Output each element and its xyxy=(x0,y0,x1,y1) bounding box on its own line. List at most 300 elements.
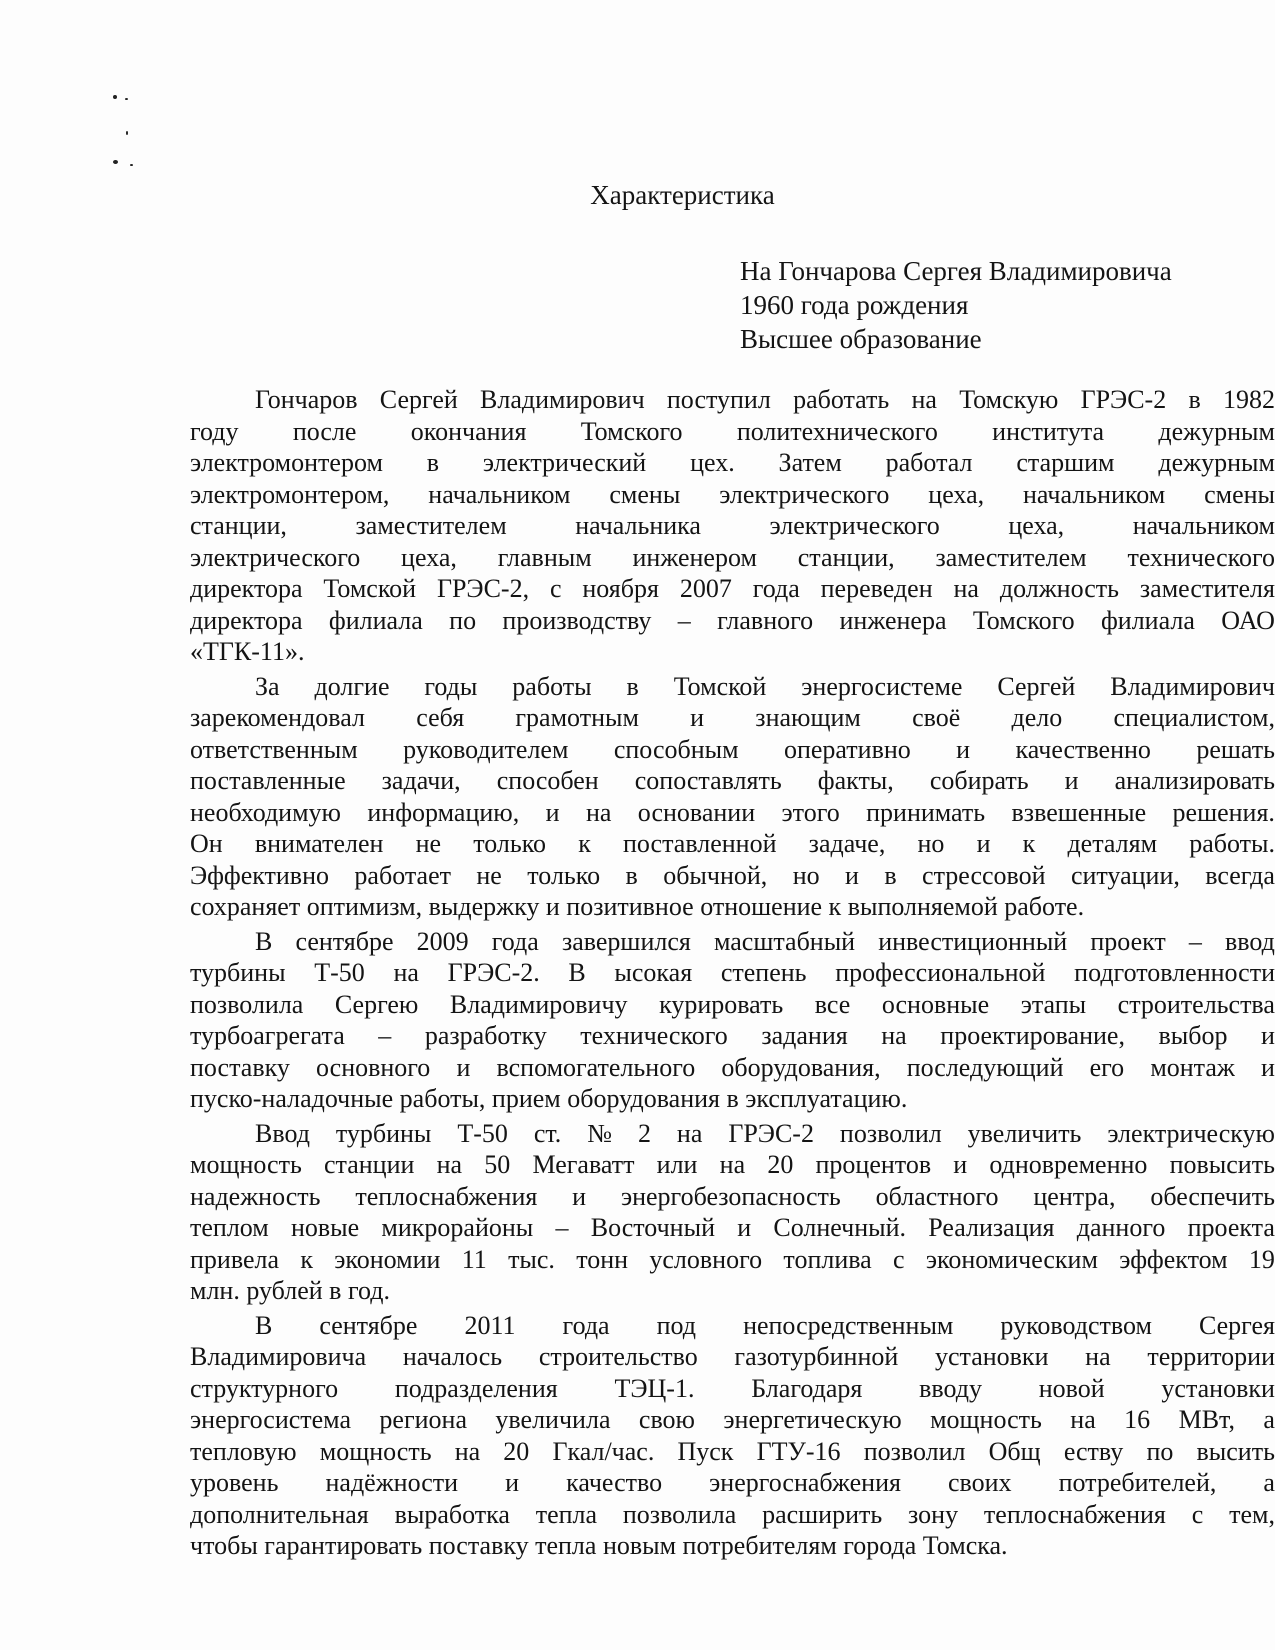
word: его xyxy=(1089,1052,1125,1082)
word: поставленной xyxy=(623,829,777,858)
word: потребителей, xyxy=(1058,1468,1217,1497)
word: основные xyxy=(881,989,990,1019)
word: увеличить xyxy=(967,1118,1082,1148)
document-body xyxy=(190,384,1275,1565)
word: ТЭЦ-1. xyxy=(614,1373,695,1403)
word: 2 xyxy=(637,1118,651,1148)
word: к xyxy=(578,829,591,858)
word: начальника xyxy=(575,511,701,540)
word: этого xyxy=(781,797,840,827)
word: необходимую xyxy=(190,797,341,827)
word: технического xyxy=(580,1021,728,1050)
word: поставленные xyxy=(190,766,346,795)
word: ГРЭС-2, xyxy=(436,574,530,603)
word: 2009 xyxy=(416,926,469,956)
word: ГРЭС-2 xyxy=(1080,385,1167,414)
paragraph-line xyxy=(190,957,1275,989)
paragraph xyxy=(190,384,1275,668)
word: надежность xyxy=(190,1181,321,1211)
paragraph-line xyxy=(190,702,1275,734)
paragraph-line xyxy=(190,1499,1275,1531)
word: основании xyxy=(637,797,756,827)
word: а xyxy=(1263,1468,1275,1497)
word: цеха, xyxy=(1008,511,1065,540)
word: старшим xyxy=(1016,448,1115,477)
word: тепловую xyxy=(190,1436,297,1466)
word: решать xyxy=(1196,734,1275,764)
word: данного xyxy=(1076,1213,1166,1242)
word: Владимировичу xyxy=(449,989,628,1019)
word: энергосистема xyxy=(190,1405,351,1434)
word: смены xyxy=(609,479,681,509)
word: технического xyxy=(1127,542,1275,572)
paragraph-line xyxy=(190,671,1275,703)
word: заместителем xyxy=(935,542,1087,572)
word: 20 xyxy=(503,1436,530,1466)
word: вводу xyxy=(919,1373,982,1403)
word: года xyxy=(562,1310,610,1340)
word: проектирование, xyxy=(940,1021,1125,1050)
word: электрическую xyxy=(1107,1118,1275,1148)
word: Гкал/час. xyxy=(552,1436,655,1466)
document-title: Характеристика xyxy=(590,180,775,210)
word: Сергей xyxy=(379,385,458,414)
word: переведен xyxy=(820,574,933,603)
word: 2007 xyxy=(679,574,732,603)
word: экономическим xyxy=(925,1244,1098,1274)
word: к xyxy=(300,1244,313,1274)
paragraph-line: «ТГК-11». xyxy=(190,637,305,666)
word: Владимировича xyxy=(190,1342,367,1371)
word: Восточный xyxy=(590,1213,715,1242)
word: новые xyxy=(290,1213,360,1242)
word: турбины xyxy=(190,958,286,987)
word: теплоснабжения xyxy=(355,1181,538,1211)
paragraph-line xyxy=(190,828,1275,860)
word: директора xyxy=(190,574,303,603)
word: надёжности xyxy=(325,1468,459,1497)
word: не xyxy=(415,829,442,858)
word: ноября xyxy=(582,574,659,603)
word: и xyxy=(1261,1052,1275,1082)
word: одновременно xyxy=(989,1150,1148,1179)
word: начальником xyxy=(428,479,571,509)
paragraph-line xyxy=(190,1181,1275,1213)
subject-birth-year: 1960 года рождения xyxy=(740,290,969,320)
scan-speck xyxy=(113,160,118,164)
word: сентябре xyxy=(295,926,394,956)
paragraph-line xyxy=(190,416,1275,448)
paragraph xyxy=(190,1118,1275,1307)
paragraph-line xyxy=(190,1118,1275,1150)
word: способным xyxy=(613,734,739,764)
word: своё xyxy=(912,703,961,732)
word: Затем xyxy=(778,448,842,477)
word: Реализация xyxy=(928,1213,1055,1242)
word: руководством xyxy=(1000,1310,1152,1340)
word: 19 xyxy=(1248,1244,1275,1274)
word: расширить xyxy=(762,1499,883,1529)
word: привела xyxy=(190,1244,280,1274)
word: инженера xyxy=(839,605,947,635)
word: инженером xyxy=(632,542,757,572)
paragraph-line xyxy=(190,860,1275,892)
word: строительство xyxy=(538,1342,698,1371)
word: все xyxy=(814,989,851,1019)
word: – xyxy=(1188,926,1202,956)
word: выбор xyxy=(1158,1021,1228,1050)
word: ст. xyxy=(533,1118,562,1148)
scan-speck xyxy=(125,98,128,100)
word: филиала xyxy=(1100,605,1195,635)
word: года xyxy=(752,574,800,603)
word: процентов xyxy=(815,1150,932,1179)
word: высить xyxy=(1196,1436,1275,1466)
word: производству xyxy=(502,605,652,635)
word: на xyxy=(393,958,419,987)
paragraph-line xyxy=(190,1436,1275,1468)
word: начальником xyxy=(1023,479,1166,509)
word: цех. xyxy=(690,448,735,477)
word: на xyxy=(881,1021,907,1050)
word: и xyxy=(737,1213,752,1242)
word: работал xyxy=(885,448,973,477)
word: электрический xyxy=(482,448,647,477)
word: и xyxy=(505,1468,520,1497)
word: проекта xyxy=(1187,1213,1275,1242)
word: взвешенные xyxy=(1011,797,1147,827)
paragraph-line xyxy=(190,573,1275,605)
paragraph xyxy=(190,1310,1275,1562)
word: Сергей xyxy=(997,671,1076,701)
word: поступил xyxy=(666,385,771,414)
word: позволила xyxy=(622,1499,737,1529)
word: главным xyxy=(497,542,592,572)
paragraph-line xyxy=(190,926,1275,958)
word: За xyxy=(255,671,280,701)
word: Владимирович xyxy=(480,385,645,414)
paragraph-line xyxy=(190,1467,1275,1499)
word: экономии xyxy=(334,1244,441,1274)
paragraph-line xyxy=(190,1404,1275,1436)
paragraph-line: сохраняет оптимизм, выдержку и позитивное отношение к выполняемой работе. xyxy=(190,892,1085,921)
word: Томской xyxy=(323,574,417,603)
word: в xyxy=(625,860,638,890)
paragraph-line xyxy=(190,542,1275,574)
word: стрессовой xyxy=(922,860,1046,890)
word: тем, xyxy=(1229,1499,1275,1529)
word: и xyxy=(572,1181,587,1211)
word: подготовленности xyxy=(1074,958,1275,987)
word: Томского xyxy=(580,416,683,446)
word: принимать xyxy=(866,797,986,827)
word: областного xyxy=(875,1181,999,1211)
word: Пуск xyxy=(677,1436,734,1466)
word: позволила xyxy=(190,989,304,1019)
word: только xyxy=(473,829,547,858)
word: работы. xyxy=(1189,829,1275,858)
paragraph-line xyxy=(190,797,1275,829)
paragraph-line xyxy=(190,1212,1275,1244)
word: завершился xyxy=(561,926,691,956)
word: турбины xyxy=(335,1118,432,1148)
word: сентябре xyxy=(319,1310,418,1340)
word: – xyxy=(677,605,691,635)
word: увеличила xyxy=(495,1405,611,1434)
word: в xyxy=(1188,385,1201,414)
word: Т-50 xyxy=(314,958,365,987)
word: качественно xyxy=(1015,734,1151,764)
word: 2011 xyxy=(464,1310,516,1340)
word: свою xyxy=(638,1405,695,1434)
word: после xyxy=(292,416,357,446)
word: заместителя xyxy=(1139,574,1275,603)
word: тепла xyxy=(535,1499,598,1529)
word: топлива xyxy=(783,1244,872,1274)
word: В xyxy=(255,926,273,956)
word: условного xyxy=(649,1244,763,1274)
word: ГТУ-16 xyxy=(756,1436,841,1466)
word: оборудования, xyxy=(721,1052,881,1082)
word: 20 xyxy=(767,1150,794,1179)
word: Солнечный. xyxy=(773,1213,907,1242)
word: года xyxy=(491,926,539,956)
word: Томского xyxy=(972,605,1075,635)
word: энергетическую xyxy=(723,1405,902,1434)
word: ОАО xyxy=(1221,605,1275,635)
word: основного xyxy=(316,1052,431,1082)
word: повысить xyxy=(1169,1150,1275,1179)
word: 1982 xyxy=(1222,385,1275,414)
word: или xyxy=(656,1150,698,1179)
word: и xyxy=(1261,1021,1275,1050)
word: на xyxy=(676,1118,703,1148)
word: оперативно xyxy=(783,734,911,764)
paragraph-line xyxy=(190,1341,1275,1373)
subject-name: На Гончарова Сергея Владимировича xyxy=(740,256,1172,286)
paragraph-line xyxy=(190,479,1275,511)
word: ГРЭС-2 xyxy=(728,1118,814,1148)
paragraph-line xyxy=(190,989,1275,1021)
word: окончания xyxy=(410,416,527,446)
subject-education: Высшее образование xyxy=(740,324,982,354)
word: дежурным xyxy=(1158,448,1275,477)
word: позволил xyxy=(863,1436,966,1466)
word: руководителем xyxy=(403,734,569,764)
word: мощность xyxy=(319,1436,432,1466)
word: электромонтером xyxy=(190,448,383,477)
word: энергобезопасность xyxy=(620,1181,841,1211)
word: цеха, xyxy=(401,542,457,572)
word: энергоснабжения xyxy=(709,1468,901,1497)
word: с xyxy=(549,574,562,603)
word: дополнительная xyxy=(190,1499,369,1529)
word: энергосистеме xyxy=(801,671,963,701)
word: станции, xyxy=(190,511,287,540)
word: должность xyxy=(999,574,1120,603)
word: Томскую xyxy=(959,385,1059,414)
word: еству xyxy=(1063,1436,1124,1466)
word: по xyxy=(449,605,477,635)
word: Общ xyxy=(988,1436,1041,1466)
word: ответственным xyxy=(190,734,358,764)
word: строительства xyxy=(1117,989,1275,1019)
word: Томской xyxy=(673,671,767,701)
word: и xyxy=(456,1052,471,1082)
word: работает xyxy=(354,860,451,890)
paragraph xyxy=(190,671,1275,923)
word: и xyxy=(690,703,705,732)
word: 16 xyxy=(1124,1405,1151,1434)
word: задачи, xyxy=(381,766,461,795)
word: и xyxy=(956,734,971,764)
word: в xyxy=(626,671,639,701)
word: на xyxy=(1070,1405,1096,1434)
word: и xyxy=(976,829,991,858)
word: знающим xyxy=(755,703,861,732)
word: с xyxy=(1191,1499,1204,1529)
word: дежурным xyxy=(1158,416,1275,446)
word: главного xyxy=(717,605,814,635)
word: а xyxy=(1263,1405,1275,1434)
word: выработка xyxy=(394,1499,510,1529)
word: Т-50 xyxy=(457,1118,508,1148)
word: эффектом xyxy=(1119,1244,1228,1274)
word: Сергею xyxy=(334,989,419,1019)
paragraph-line: млн. рублей в год. xyxy=(190,1276,390,1305)
paragraph-line xyxy=(190,1020,1275,1052)
word: структурного xyxy=(190,1373,339,1403)
word: позволил xyxy=(839,1118,942,1148)
word: анализировать xyxy=(1114,766,1275,795)
word: курировать xyxy=(659,989,784,1019)
word: дело xyxy=(1011,703,1063,732)
word: Владимирович xyxy=(1110,671,1275,701)
word: с xyxy=(893,1244,905,1274)
word: собирать xyxy=(929,766,1029,795)
word: масштабный xyxy=(713,926,856,956)
word: грамотным xyxy=(515,703,639,732)
word: центра, xyxy=(1033,1181,1116,1211)
word: началось xyxy=(402,1342,503,1371)
word: факты, xyxy=(817,766,894,795)
word: ысокая xyxy=(614,958,693,987)
word: электромонтером, xyxy=(190,479,390,509)
word: и xyxy=(845,860,859,890)
word: ГРЭС-2. xyxy=(447,958,540,987)
paragraph-line xyxy=(190,1244,1275,1276)
word: и xyxy=(545,797,560,827)
word: но xyxy=(792,860,820,890)
word: всегда xyxy=(1205,860,1275,890)
word: внимателен xyxy=(254,829,384,858)
paragraph-line xyxy=(190,734,1275,766)
word: политехнического xyxy=(736,416,938,446)
paragraph-line xyxy=(190,384,1275,416)
word: обычной, xyxy=(663,860,768,890)
word: теплоснабжения xyxy=(983,1499,1166,1529)
word: региона xyxy=(379,1405,467,1434)
word: профессиональной xyxy=(835,958,1046,987)
word: под xyxy=(656,1310,697,1340)
word: в xyxy=(884,860,897,890)
word: электрического xyxy=(719,479,890,509)
paragraph-line xyxy=(190,1149,1275,1181)
word: станции, xyxy=(797,542,895,572)
word: установки xyxy=(1161,1373,1275,1403)
word: не xyxy=(476,860,502,890)
paragraph xyxy=(190,926,1275,1115)
word: задания xyxy=(761,1021,848,1050)
word: Благодаря xyxy=(751,1373,863,1403)
word: Он xyxy=(190,829,223,858)
word: ситуации, xyxy=(1070,860,1180,890)
word: на xyxy=(1085,1342,1111,1371)
word: и xyxy=(1064,766,1079,795)
word: № xyxy=(587,1118,613,1148)
word: Мегаватт xyxy=(532,1150,635,1179)
word: вспомогательного xyxy=(496,1052,696,1082)
word: поставку xyxy=(190,1052,290,1082)
word: но xyxy=(917,829,945,858)
word: году xyxy=(190,416,239,446)
word: электрического xyxy=(190,542,361,572)
word: непосредственным xyxy=(743,1310,954,1340)
word: мощность xyxy=(930,1405,1042,1434)
word: микрорайоны xyxy=(381,1213,534,1242)
word: новой xyxy=(1038,1373,1105,1403)
word: Гончаров xyxy=(255,385,358,414)
word: информацию, xyxy=(367,797,520,827)
word: и xyxy=(953,1150,968,1179)
word: задаче, xyxy=(808,829,886,858)
word: в xyxy=(426,448,440,477)
word: к xyxy=(1022,829,1036,858)
word: зону xyxy=(908,1499,959,1529)
word: заместителем xyxy=(355,511,507,540)
word: проект xyxy=(1090,926,1166,956)
paragraph-line xyxy=(190,1310,1275,1342)
word: последующий xyxy=(906,1052,1064,1082)
word: начальником xyxy=(1132,511,1275,540)
word: В xyxy=(568,958,586,987)
paragraph-line: чтобы гарантировать поставку тепла новым потребителям города Томска. xyxy=(190,1531,1008,1560)
word: Ввод xyxy=(255,1118,310,1148)
word: на xyxy=(454,1436,481,1466)
word: ввод xyxy=(1225,926,1275,956)
word: мощность xyxy=(190,1150,302,1179)
word: на xyxy=(911,385,937,414)
paragraph-line xyxy=(190,765,1275,797)
paragraph-line xyxy=(190,1373,1275,1405)
word: института xyxy=(992,416,1105,446)
word: электрического xyxy=(769,511,940,540)
word: по xyxy=(1146,1436,1174,1466)
word: только xyxy=(527,860,601,890)
word: инвестиционный xyxy=(878,926,1068,956)
scan-speck xyxy=(113,95,117,99)
word: газотурбинной xyxy=(734,1342,899,1371)
word: этапы xyxy=(1020,989,1087,1019)
word: теплом xyxy=(190,1213,269,1242)
word: на xyxy=(436,1150,463,1179)
word: работы xyxy=(512,671,592,701)
word: на xyxy=(953,574,979,603)
word: тыс. xyxy=(508,1244,555,1274)
word: годы xyxy=(424,671,478,701)
word: на xyxy=(719,1150,746,1179)
word: зарекомендовал xyxy=(190,703,365,732)
